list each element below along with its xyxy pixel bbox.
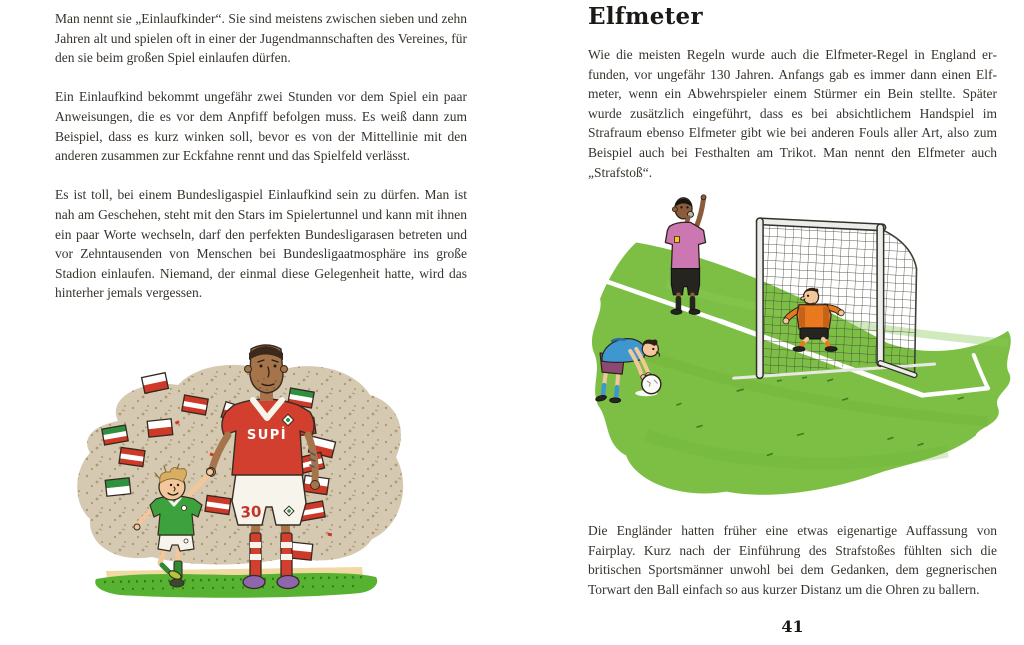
- player-shoe: [243, 576, 265, 589]
- paragraph: Wie die meisten Regeln wurde auch die Elfmeter-Regel in England erfunden, vor ungefähr 130 Jahren. Anfangs gab es immer dann einen Elfmeter, wenn ein Abwehrspieler einem Stürmer ein Bein stellte. Später wurde zusätzlich eingeführt, dass es bei absichtlichem Handspiel im Strafraum ebenso Elfmeter gibt wie bei anderen Fouls aller Art, also zum Beispiel auch bei Festhalten am Trikot. Man nennt den Elfmeter auch „Strafstoß“.: [588, 47, 997, 180]
- page-number: 41: [781, 617, 804, 636]
- referee-shirt: [665, 222, 705, 268]
- player-shoe: [277, 576, 299, 589]
- goal: [734, 221, 935, 378]
- goal-side-net: [879, 228, 915, 375]
- grass-strip: [95, 567, 377, 598]
- einlaufkind-illustration: [60, 335, 420, 605]
- referee-badge: [674, 236, 679, 242]
- paragraph: Es ist toll, bei einem Bundesligaspiel Einlaufkind sein zu dürfen. Man ist nah am Geschehen, steht mit den Stars im Spielertunnel und kann mit ihnen ein paar Worte wechseln, darf den perfekten Bundesligarasen betreten und vor Zehntausenden von Menschen bei Bundesligaatmosphäre ins große Stadion einlaufen. Niemand, der einmal diese Gelegenheit hatte, wird das hinterher jemals vergessen.: [55, 187, 467, 301]
- shorts-number: 30: [240, 502, 262, 522]
- paragraph: Die Engländer hatten früher eine etwas eigenartige Auffassung von Fairplay. Kurz nach der Einführung des Strafstoßes fühlten sich die britischen Sportsmänner unwohl bei dem Gedanken, dem gegnerischen Torwart den Ball einfach so aus kurzer Distanz um die Ohren zu ballern.: [588, 523, 997, 597]
- paragraph: Ein Einlaufkind bekommt ungefähr zwei Stunden vor dem Spiel ein paar Anweisungen, die es vor dem Anpfiff befolgen muss. Es weiß dann zum Beispiel, dass es kurz winken soll, bevor es von der Mittellinie mit den anderen zusammen zur Eckfahne rennt und das Spielfeld verlässt.: [55, 89, 467, 164]
- goal-net: [763, 224, 880, 375]
- jersey-text: SUPİ: [246, 428, 288, 443]
- right-page-closing: [588, 521, 997, 599]
- ball: [642, 375, 661, 394]
- elfmeter-illustration: [586, 194, 1018, 508]
- paragraph: Man nennt sie „Einlaufkinder“. Sie sind meistens zwischen sieben und zehn Jahren alt und spielen oft in einer der Jugendmannschaften des Vereines, für den sie beim großen Spiel einlaufen dürfen.: [55, 11, 467, 66]
- chapter-heading: Elfmeter: [588, 3, 703, 30]
- left-page-text: [55, 9, 467, 303]
- right-page-intro: [588, 45, 997, 182]
